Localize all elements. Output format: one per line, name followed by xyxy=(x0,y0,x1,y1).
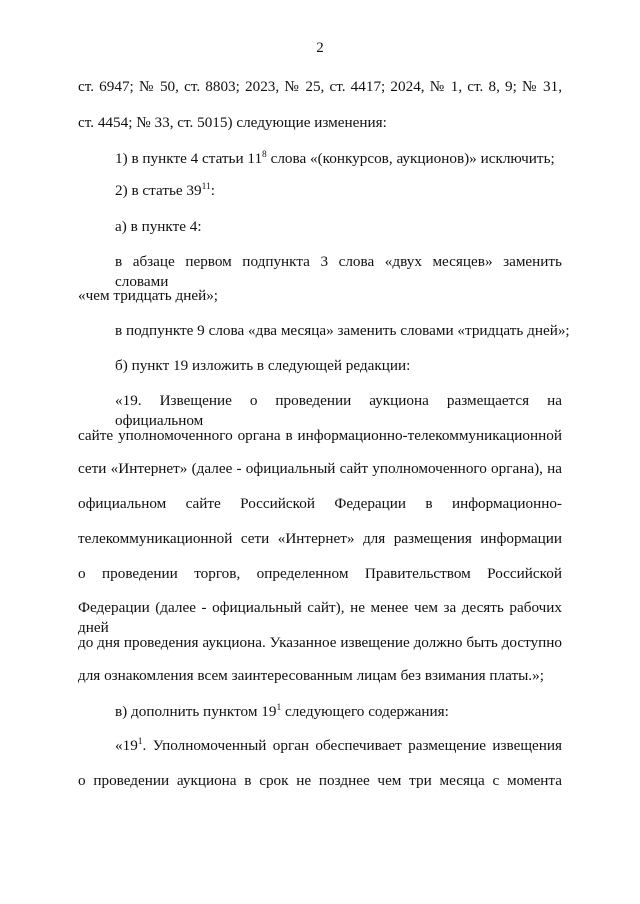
text-line xyxy=(115,736,562,756)
text-line: Федерации (далее - официальный сайт), не менее чем за десять рабочих дней xyxy=(78,599,562,636)
page-number: 2 xyxy=(316,40,324,56)
text-line xyxy=(115,149,562,169)
text-line xyxy=(115,702,562,722)
text-line: о проведении торгов, определенном Правительством Российской xyxy=(78,565,562,582)
superscript: 8 xyxy=(262,150,267,160)
text-line: о проведении аукциона в срок не позднее чем три месяца с момента xyxy=(78,772,562,789)
text-line: ст. 4454; № 33, ст. 5015) следующие изменения: xyxy=(78,114,387,131)
text-line: «19. Извещение о проведении аукциона размещается на официальном xyxy=(115,392,562,429)
text-line xyxy=(115,181,562,201)
text-line: в абзаце первом подпункта 3 слова «двух месяцев» заменить словами xyxy=(115,253,562,290)
text-line: сайте уполномоченного органа в информационно-телекоммуникационной xyxy=(78,427,562,444)
text-line: ст. 6947; № 50, ст. 8803; 2023, № 25, ст. 4417; 2024, № 1, ст. 8, 9; № 31, xyxy=(78,78,562,95)
text-segment: 1) в пункте 4 статьи 11 xyxy=(115,150,263,167)
text-segment: в) дополнить пунктом 19 xyxy=(115,703,277,720)
text-segment: . Уполномоченный орган обеспечивает размещение извещения xyxy=(142,737,562,754)
text-line: сети «Интернет» (далее - официальный сайт уполномоченного органа), на xyxy=(78,460,562,477)
superscript: 1 xyxy=(276,703,282,713)
text-line: в подпункте 9 слова «два месяца» заменить словами «тридцать дней»; xyxy=(115,322,570,339)
superscript: 11 xyxy=(201,182,211,192)
superscript: 1 xyxy=(137,737,143,747)
text-segment: следующего содержания: xyxy=(281,703,449,720)
text-segment: 2) в статье 39 xyxy=(115,182,202,199)
text-line: телекоммуникационной сети «Интернет» для размещения информации xyxy=(78,530,562,547)
text-line: до дня проведения аукциона. Указанное извещение должно быть доступно xyxy=(78,634,562,651)
text-segment: : xyxy=(210,182,216,199)
text-line: б) пункт 19 изложить в следующей редакции: xyxy=(115,357,411,374)
text-line: а) в пункте 4: xyxy=(115,218,202,235)
text-segment: слова «(конкурсов, аукционов)» исключить; xyxy=(266,150,555,167)
text-line: «чем тридцать дней»; xyxy=(78,287,219,304)
text-segment: «19 xyxy=(115,737,138,754)
text-line: официальном сайте Российской Федерации в информационно- xyxy=(78,495,562,512)
text-line: для ознакомления всем заинтересованным лицам без взимания платы.»; xyxy=(78,667,544,684)
